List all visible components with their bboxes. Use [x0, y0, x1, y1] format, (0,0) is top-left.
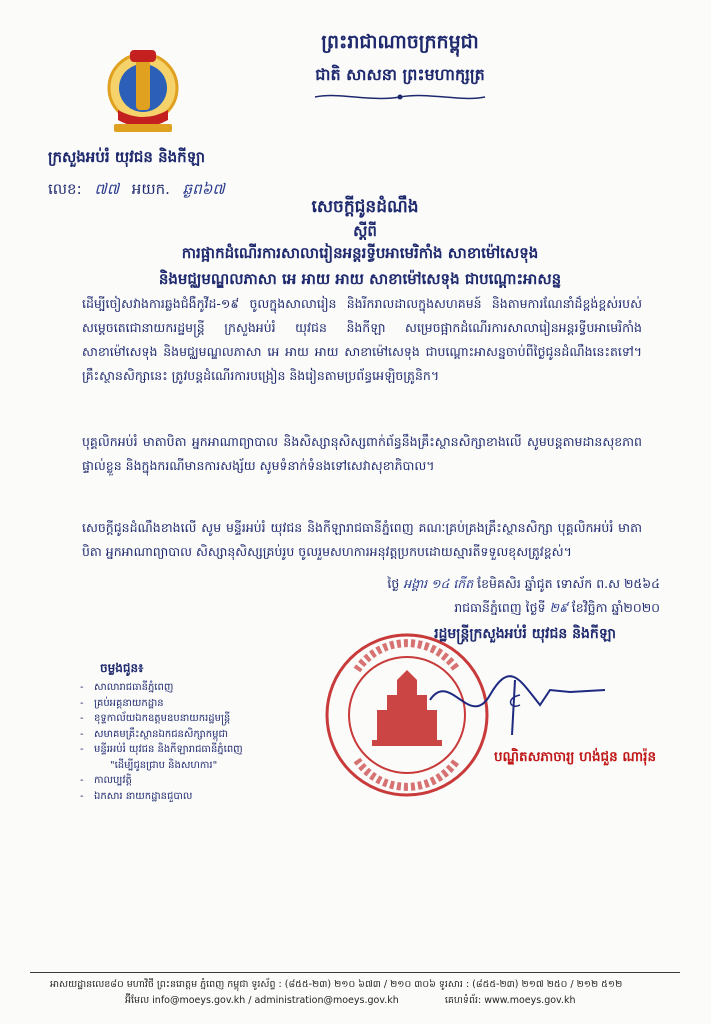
- footer-website[interactable]: www.moeys.gov.kh: [484, 995, 576, 1006]
- footer-email[interactable]: info@moeys.gov.kh / administration@moeys.gov.kh: [152, 995, 399, 1006]
- ornament-divider-icon: [310, 90, 490, 104]
- national-motto: ជាតិ សាសនា ព្រះមហាក្សត្រ: [315, 65, 485, 84]
- document-type: សេចក្ដីជូនដំណឹង: [311, 197, 419, 217]
- subject-line-1: ការផ្អាកដំណើរការសាលារៀនអន្តរទ្វីបអាមេរិកាំង សាខាម៉ៅសេទុង: [181, 244, 539, 262]
- cc-item: - កាលប្បវត្តិ: [80, 773, 320, 789]
- body-paragraph-3: សេចក្ដីជូនដំណឹងខាងលើ សូម មន្ទីរអប់រំ យុវជន និងកីឡារាជធានីភ្នំពេញ គណៈគ្រប់គ្រងគ្រឹះស្ថានសិក្សា បុគ្គលិកអប់រំ មាតាបិតា អ្នកអាណាព្យាបាល សិស្សានុសិស្សគ្រប់រូប ចូលរួមសហការអនុវត្តប្រកបដោយស្មារតីទទួលខុសត្រូវខ្ពស់។: [82, 520, 642, 559]
- footer-email-label: អ៊ីមែល: [125, 995, 150, 1006]
- handwritten-signature-icon: [420, 660, 610, 740]
- cc-list: [80, 680, 320, 804]
- lunar-date: [280, 576, 660, 595]
- body-paragraph-1: ដើម្បីចៀសវាងការឆ្លងជំងឺកូវីដ-១៩ ចូលក្នុងសាលារៀន និងរីករាលដាលក្នុងសហគមន៍ និងតាមការណែនាំដ៏ខ្ពង់ខ្ពស់របស់ សម្ដេចតេជោនាយករដ្ឋមន្ត្រី ក្រសួងអប់រំ យុវជន និងកីឡា សម្រេចផ្អាកដំណើរការសាលារៀនអន្តរទ្វីបអាមេរិកាំង សាខាម៉ៅសេទុង និងមជ្ឈមណ្ឌលភាសា អេ អាយ អាយ សាខាម៉ៅសេទុង ជាបណ្ដោះអាសន្នចាប់ពីថ្ងៃជូនដំណឹងនេះតទៅ។ គ្រឹះស្ថានសិក្សានេះ ត្រូវបន្តដំណើរការបង្រៀន និងរៀនតាមប្រព័ន្ធអេឡិចត្រូនិក។: [82, 296, 642, 383]
- subject-line-2: និងមជ្ឈមណ្ឌលភាសា អេ អាយ អាយ សាខាម៉ៅសេទុង ជាបណ្ដោះអាសន្ន: [158, 270, 562, 288]
- footer-divider: [30, 972, 680, 973]
- ministry-name: ក្រសួងអប់រំ យុវជន និងកីឡា: [48, 148, 206, 166]
- cc-item: - ឯកសារ នាយកដ្ឋានជួបាល: [80, 789, 320, 805]
- cc-item-note: "ដើម្បីជូនជ្រាប និងសហការ": [110, 759, 218, 771]
- reference-code: អយក.: [131, 180, 170, 198]
- lunar-date-rest: ខែមិគសិរ ឆ្នាំជូត ទោស័ក ព.ស ២៥៦៤: [477, 576, 660, 591]
- cc-title: ចម្លងជូន៖: [100, 661, 144, 675]
- footer-address: អាសយដ្ឋានលេខ៨០ មហាវិថី ព្រះនរោត្តម ភ្នំពេញ កម្ពុជា ទូរស័ព្ទ : (៨៥៥-២៣) ២១០ ៦៧៣ / ២១០ ៣០៦ ទូរសារ : (៨៥៥-២៣) ២១៧ ២៥០ / ២១២ ៥១២: [50, 979, 623, 990]
- subject-title: [60, 240, 660, 292]
- signer-title: រដ្ឋមន្ត្រីក្រសួងអប់រំ យុវជន និងកីឡា: [434, 626, 616, 642]
- cc-item: - គ្រប់អគ្គនាយកដ្ឋាន: [80, 696, 320, 712]
- cc-item: - សាលារាជធានីភ្នំពេញ: [80, 680, 320, 696]
- lunar-date-prefix: ថ្ងៃ: [387, 576, 400, 591]
- kingdom-heading: ព្រះរាជាណាចក្រកម្ពុជា: [321, 31, 479, 53]
- body-paragraph-2: បុគ្គលិកអប់រំ មាតាបិតា អ្នកអាណាព្យាបាល និងសិស្សានុសិស្សពាក់ព័ន្ធនឹងគ្រឹះស្ថានសិក្សាខាងលើ សូមបន្តតាមដានសុខភាពផ្ទាល់ខ្លួន និងក្នុងករណីមានការសង្ស័យ សូមទំនាក់ទំនងទៅសេវាសុខាភិបាល។: [82, 434, 642, 473]
- subject-label: ស្ដីពី: [353, 222, 377, 240]
- cc-item: - ខុទ្ទកាល័យឯកឧត្ដមឧបនាយករដ្ឋមន្ត្រី: [80, 711, 320, 727]
- reference-label: លេខ:: [48, 180, 82, 198]
- solar-date-handwritten: ២៩: [549, 600, 568, 615]
- solar-date-prefix: រាជធានីភ្នំពេញ ថ្ងៃទី: [454, 600, 546, 615]
- signer-name: បណ្ឌិតសភាចារ្យ ហង់ជួន ណារ៉ុន: [493, 749, 657, 765]
- solar-date: [310, 600, 660, 619]
- reference-handwritten-suffix: ឆ្ងព៦៧: [182, 180, 225, 198]
- ministry-emblem-icon: [100, 40, 186, 140]
- cc-item: - មន្ទីរអប់រំ យុវជន និងកីឡារាជធានីភ្នំពេញ: [80, 742, 320, 758]
- cc-item: - សមាគមគ្រឹះស្ថានឯកជនសិក្សាកម្ពុជា: [80, 727, 320, 743]
- solar-date-rest: ខែវិច្ឆិកា ឆ្នាំ២០២០: [571, 600, 660, 615]
- reference-handwritten-number: ៧៧: [94, 180, 120, 198]
- footer-website-label: គេហទំព័រ:: [444, 995, 482, 1006]
- lunar-date-handwritten: អង្គារ ១៤ កើត: [403, 576, 474, 591]
- footer-contact: [125, 994, 685, 1008]
